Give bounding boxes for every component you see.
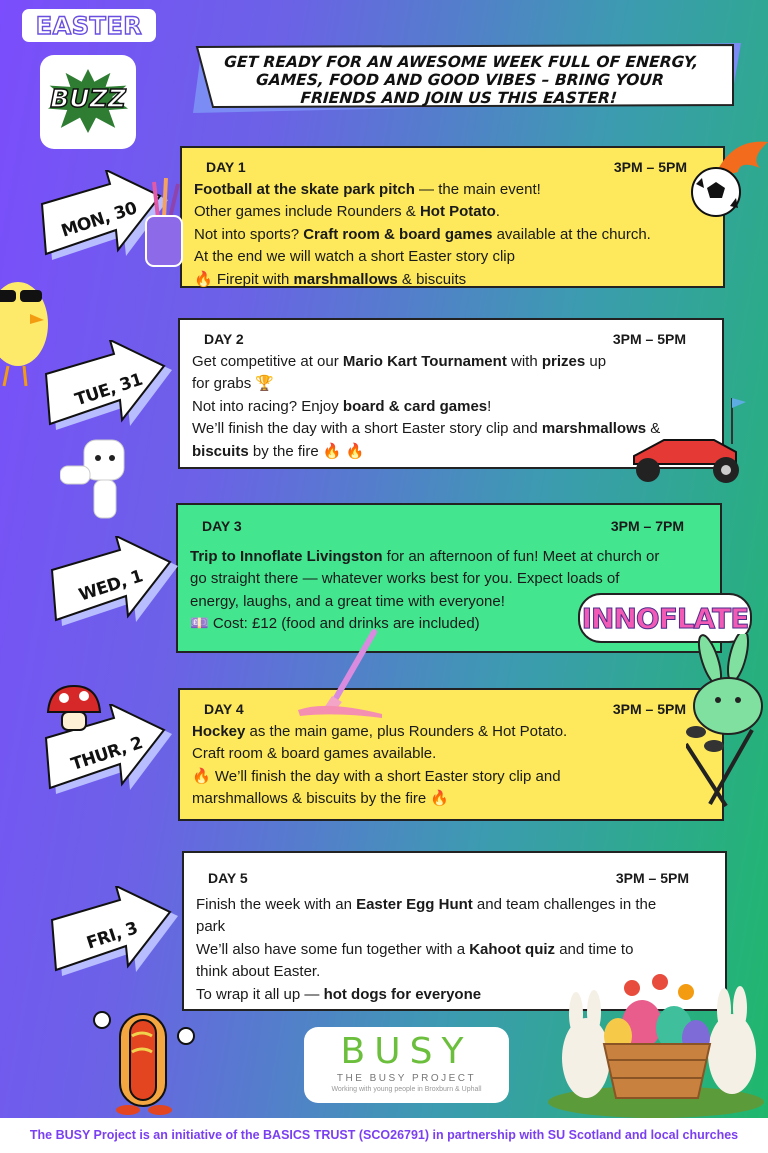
chick-icon (0, 262, 52, 390)
day-line: Hockey as the main game, plus Rounders & Hot Potato. (192, 722, 568, 740)
busy-logo-word: BUSY (340, 1031, 473, 1072)
marshmallow-icon (60, 438, 126, 522)
day-arrow-label-5: FRI, 3 (84, 918, 141, 954)
busy-logo (304, 1027, 509, 1103)
day-line: Not into sports? Craft room & board games available at the church. (194, 225, 651, 243)
day-arrow-label-1: MON, 30 (58, 198, 140, 242)
day-line: 💷 Cost: £12 (food and drinks are included) (190, 615, 480, 633)
day-line: park (196, 918, 226, 936)
day-time: 3PM – 5PM (612, 331, 686, 347)
day-line: biscuits by the fire 🔥 🔥 (192, 442, 365, 460)
day-title: DAY 1 (206, 159, 246, 175)
day-line: To wrap it all up — hot dogs for everyone (196, 985, 482, 1003)
easter-tag-label: EASTER (35, 11, 143, 40)
day-time: 3PM – 7PM (610, 518, 684, 534)
innoflate-logo-text: INNOFLATE (581, 601, 749, 635)
busy-logo-tagline: Working with young people in Broxburn & Uphall (331, 1086, 482, 1093)
footer-credit: The BUSY Project is an initiative of the BASICS TRUST (SCO26791) in partnership with SU Scotland and local churches (0, 1118, 768, 1153)
busy-logo-subtitle: THE BUSY PROJECT (336, 1073, 477, 1084)
day-line: We’ll also have some fun together with a Kahoot quiz and time to (196, 940, 634, 958)
day-line: go straight there — whatever works best for you. Expect loads of (190, 570, 620, 588)
day-line: marshmallows & biscuits by the fire 🔥 (192, 790, 450, 808)
buzz-logo (40, 55, 136, 149)
day-line: think about Easter. (196, 963, 321, 981)
day-arrow-label-3: WED, 1 (76, 566, 146, 606)
banner-text: GET READY FOR AN AWESOME WEEK FULL OF ENERGY, GAMES, FOOD AND GOOD VIBES – BRING YOUR FRIENDS AND JOIN US THIS EASTER! (223, 53, 699, 107)
day-line: Not into racing? Enjoy board & card games! (192, 397, 492, 415)
day-line: energy, laughs, and a great time with everyone! (190, 592, 505, 610)
day-line: Get competitive at our Mario Kart Tournament with prizes up (192, 352, 607, 370)
day-line: Other games include Rounders & Hot Potato. (194, 203, 500, 221)
hotdog-icon (92, 1006, 196, 1116)
easter-tag (22, 9, 156, 42)
day-time: 3PM – 5PM (612, 701, 686, 717)
day-title: DAY 5 (208, 870, 248, 886)
day-title: DAY 2 (204, 331, 244, 347)
day-line: 🔥 We’ll finish the day with a short Easter story clip and (192, 767, 561, 785)
day-title: DAY 4 (204, 701, 244, 717)
day-line: We’ll finish the day with a short Easter story clip and marshmallows & (192, 420, 661, 438)
day-time: 3PM – 5PM (615, 870, 689, 886)
day-title: DAY 3 (202, 518, 242, 534)
day-time: 3PM – 5PM (613, 159, 687, 175)
paintbrush-icon (296, 628, 386, 720)
day-card-4 (178, 688, 724, 821)
day-arrow-label-2: TUE, 31 (72, 369, 145, 411)
bunny-icon (686, 634, 768, 814)
day-card-1 (180, 146, 725, 288)
football-icon (690, 138, 768, 218)
day-line: Finish the week with an Easter Egg Hunt and team challenges in the (196, 895, 657, 913)
day-line: Craft room & board games available. (192, 745, 437, 763)
paint-jar-icon (136, 178, 192, 270)
day-line: At the end we will watch a short Easter story clip (194, 248, 515, 266)
day-line: Trip to Innoflate Livingston for an afternoon of fun! Meet at church or (190, 547, 660, 565)
day-arrow-label-4: THUR, 2 (68, 733, 146, 775)
mushroom-icon (46, 684, 102, 732)
buzz-logo-text: BUZZ (50, 84, 126, 113)
day-line: 🔥 Firepit with marshmallows & biscuits (194, 270, 467, 288)
go-kart-icon (624, 394, 752, 488)
easter-basket-icon (546, 962, 768, 1118)
day-line: for grabs 🏆 (192, 375, 275, 393)
day-line: Football at the skate park pitch — the main event! (194, 180, 541, 198)
